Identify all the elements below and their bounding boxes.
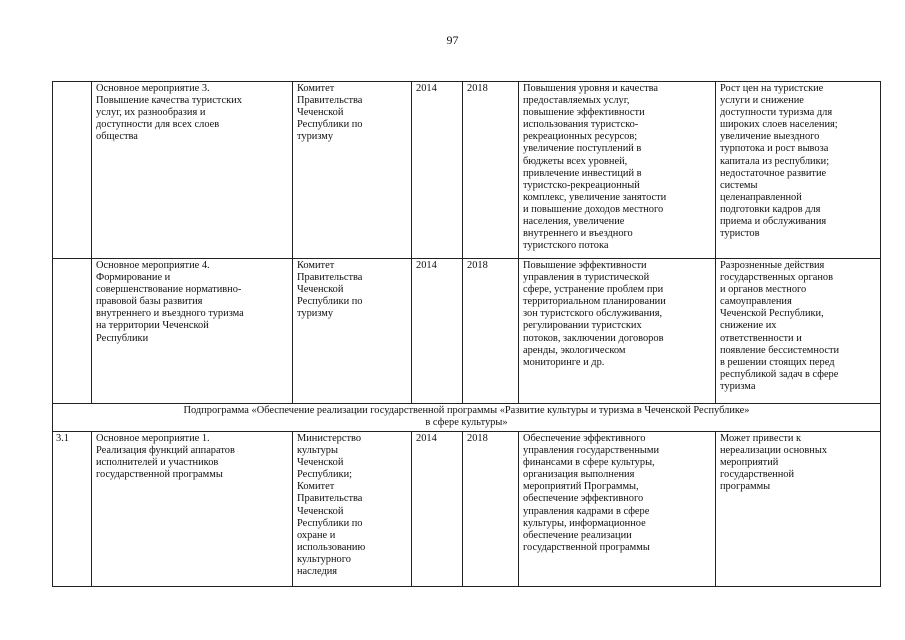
consequences-cell: Рост цен на туристские услуги и снижение доступности туризма для широких слоев населения; увеличение выездного турпотока и рост вывоза капитала из республики; недостаточное развитие системы целенаправленной подготовки кадров для приема и обслуживания туристов: [716, 82, 881, 259]
executor-cell: Министерство культуры Чеченской Республики; Комитет Правительства Чеченской Республики по охране и использованию культурного наследия: [293, 432, 412, 587]
row-number-cell: [53, 259, 92, 404]
page-number: 97: [446, 33, 459, 47]
table-row: [53, 82, 881, 259]
end-year-cell: 2018: [463, 432, 519, 587]
expected-result-cell: Обеспечение эффективного управления государственными финансами в сфере культуры, организация выполнения мероприятий Программы, обеспечение эффективного управления кадрами в сфере культуры, информационное обеспечение реализации государственной программы: [519, 432, 716, 587]
subprogram-header-row: [53, 404, 881, 432]
end-year-cell: 2018: [463, 82, 519, 259]
event-cell: Основное мероприятие 4. Формирование и совершенствование нормативно- правовой базы развития внутреннего и въездного туризма на территории Чеченской Республики: [92, 259, 293, 404]
executor-cell: Комитет Правительства Чеченской Республики по туризму: [293, 259, 412, 404]
row-number-cell: [53, 82, 92, 259]
start-year-cell: 2014: [412, 259, 463, 404]
event-cell: Основное мероприятие 3. Повышение качества туристских услуг, их разнообразия и доступности для всех слоев общества: [92, 82, 293, 259]
expected-result-cell: Повышения уровня и качества предоставляемых услуг, повышение эффективности использования туристско- рекреационных ресурсов; увеличение поступлений в бюджеты всех уровней, привлечение инвестиций в туристско-рекреационный комплекс, увеличение занятости и повышение доходов местного населения, увеличение внутреннего и въездного туристского потока: [519, 82, 716, 259]
end-year-cell: 2018: [463, 259, 519, 404]
executor-cell: Комитет Правительства Чеченской Республики по туризму: [293, 82, 412, 259]
subprogram-title: Подпрограмма «Обеспечение реализации государственной программы «Развитие культуры и туризма в Чеченской Республике» в сфере культуры»: [53, 404, 881, 432]
start-year-cell: 2014: [412, 82, 463, 259]
row-number-cell: 3.1: [53, 432, 92, 587]
program-events-table: [52, 81, 881, 587]
start-year-cell: 2014: [412, 432, 463, 587]
consequences-cell: Разрозненные действия государственных органов и органов местного самоуправления Чеченской Республики, снижение их ответственности и появление бессистемности в решении стоящих перед республикой задач в сфере туризма: [716, 259, 881, 404]
table-row: [53, 259, 881, 404]
event-cell: Основное мероприятие 1. Реализация функций аппаратов исполнителей и участников государственной программы: [92, 432, 293, 587]
consequences-cell: Может привести к нереализации основных мероприятий государственной программы: [716, 432, 881, 587]
table-row: [53, 432, 881, 587]
expected-result-cell: Повышение эффективности управления в туристической сфере, устранение проблем при территориальном планировании зон туристского обслуживания, регулировании туристских потоков, заключении договоров аренды, экологическом мониторинге и др.: [519, 259, 716, 404]
